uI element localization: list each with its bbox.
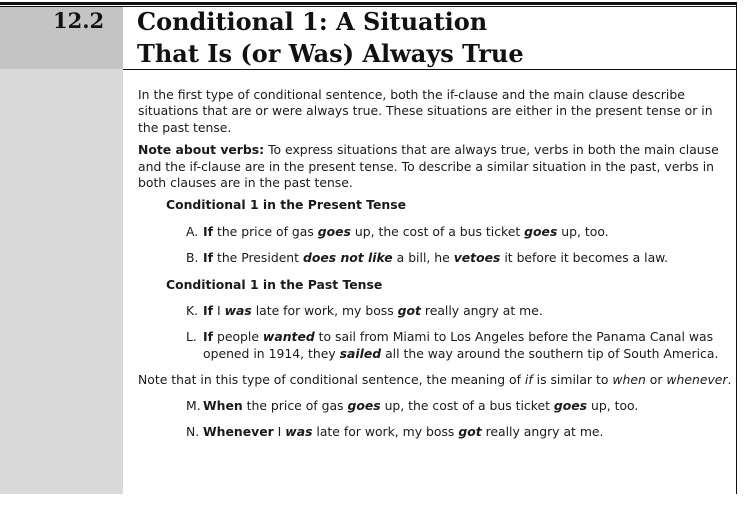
note-term: if (524, 372, 533, 388)
meaning-note (138, 372, 736, 388)
example-text: the price of gas (242, 397, 348, 413)
example-verb: goes (524, 223, 558, 239)
section-title-line1: Conditional 1: A Situation (137, 7, 488, 36)
title-rule (123, 69, 737, 70)
body-content (138, 87, 736, 451)
example-text: up, too. (557, 223, 609, 239)
example-a (186, 224, 736, 240)
example-text: a bill, he (392, 250, 454, 266)
example-text: I (213, 303, 225, 319)
example-label: M. (186, 397, 201, 413)
example-label: L. (186, 329, 197, 345)
example-text: all the way around the southern tip of South America. (381, 345, 719, 361)
note-text: is similar to (532, 372, 613, 388)
note-term: whenever (666, 372, 728, 388)
example-text: late for work, my boss (312, 424, 459, 440)
example-text: late for work, my boss (251, 303, 398, 319)
past-tense-heading: Conditional 1 in the Past Tense (166, 276, 383, 292)
example-text: up, the cost of a bus ticket (380, 397, 554, 413)
example-l (186, 329, 736, 362)
example-verb: does not like (302, 250, 393, 266)
note-text: Note that in this type of conditional sentence, the meaning of (138, 372, 525, 388)
example-text: it before it becomes a law. (500, 250, 669, 266)
example-verb: vetoes (453, 250, 501, 266)
example-keyword: If (203, 329, 214, 345)
present-tense-heading: Conditional 1 in the Present Tense (166, 197, 406, 213)
example-label: K. (186, 303, 199, 319)
example-text: the President (213, 250, 303, 266)
example-verb: was (285, 424, 313, 440)
example-label: N. (186, 424, 200, 440)
example-m (186, 398, 736, 414)
section-title-line2: That Is (or Was) Always True (137, 39, 524, 68)
left-sidebar (0, 7, 123, 494)
example-keyword: If (203, 250, 214, 266)
example-verb: was (224, 303, 252, 319)
note-paragraph (138, 142, 736, 191)
note-text: . (727, 372, 732, 388)
note-text: To express situations that are always true, verbs in both the main clause and the if-clause are in the present tense. To describe a similar situation in the past, verbs in both clauses are in the past tense. (138, 142, 719, 191)
example-verb: goes (317, 223, 351, 239)
example-label: B. (186, 250, 199, 266)
example-keyword: When (203, 397, 243, 413)
note-text: or (645, 372, 667, 388)
example-label: A. (186, 223, 199, 239)
section-number: 12.2 (53, 8, 105, 33)
example-n (186, 424, 736, 440)
example-text: people (213, 329, 263, 345)
section-title (137, 6, 737, 70)
example-verb: got (458, 424, 482, 440)
example-text: really angry at me. (481, 424, 604, 440)
example-b (186, 250, 736, 266)
example-text: to sail from Miami to Los Angeles before the Panama Canal was opened in 1914, they (203, 329, 714, 361)
example-text: I (273, 424, 286, 440)
top-rule (0, 2, 737, 5)
example-verb: got (397, 303, 421, 319)
example-keyword: If (203, 303, 214, 319)
example-text: up, the cost of a bus ticket (350, 223, 525, 239)
example-verb: wanted (262, 329, 315, 345)
example-text: up, too. (587, 397, 639, 413)
right-rule (736, 2, 737, 494)
note-label: Note about verbs: (138, 142, 265, 158)
example-k (186, 303, 736, 319)
note-term: when (612, 372, 646, 388)
example-text: really angry at me. (420, 303, 543, 319)
example-keyword: Whenever (203, 424, 274, 440)
example-verb: goes (553, 397, 588, 413)
example-keyword: If (203, 223, 214, 239)
example-verb: goes (347, 397, 381, 413)
example-text: the price of gas (213, 223, 318, 239)
example-verb: sailed (339, 345, 382, 361)
intro-paragraph: In the first type of conditional sentence, both the if-clause and the main clause describe situations that are or were always true. These situations are either in the present tense or in the past tense. (138, 87, 713, 135)
